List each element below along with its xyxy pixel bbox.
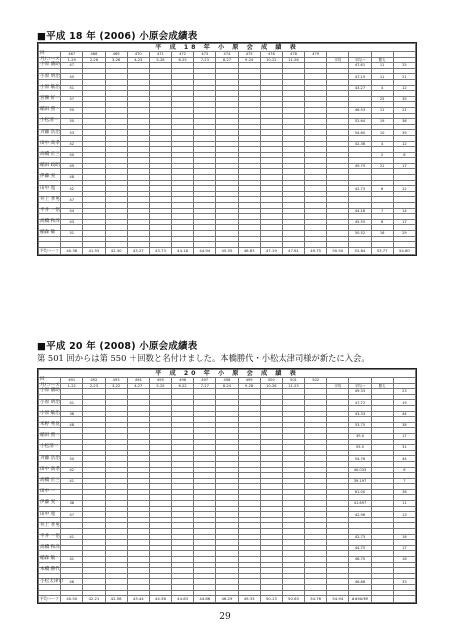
player-name: 小松清一 <box>39 445 61 451</box>
score-cell: 19 <box>393 400 415 406</box>
score-cell: 13 <box>393 512 415 518</box>
score-cell: 38 <box>393 422 415 428</box>
score-cell: 42.73 <box>349 186 371 192</box>
player-name: 小原 敏治 <box>40 410 60 416</box>
score-cell: 8 <box>371 219 393 225</box>
score-cell: 16 <box>393 534 415 540</box>
average-value: 54.76 <box>305 596 327 603</box>
score-cell: 16 <box>371 231 393 237</box>
header-cell: 8-27 <box>216 57 238 63</box>
table-grid <box>38 43 416 255</box>
header-cell: 10-26 <box>260 383 282 389</box>
player-name: 稲田 政昭 <box>40 163 60 169</box>
player-name: 小原 明治 <box>40 399 60 405</box>
header-cell: 469 <box>105 52 127 58</box>
average-value: 44.86 <box>194 596 216 603</box>
average-value: 50.50 <box>327 247 349 254</box>
average-value: 50.13 <box>260 596 282 603</box>
average-value: 52.64 <box>349 247 371 254</box>
score-cell: 43 <box>61 219 83 225</box>
table-title: 平 成 18 年 小 原 会 成 績 表 <box>39 44 416 52</box>
header-cell: 1-22 <box>61 383 83 389</box>
average-value <box>371 596 393 603</box>
header-cell: 9-24 <box>238 57 260 63</box>
score-cell: 49 <box>61 163 83 169</box>
score-cell: 44 <box>393 411 415 417</box>
score-cell: 19 <box>371 119 393 125</box>
player-name: 井上 孝男 <box>40 196 60 202</box>
score-cell: 36 <box>393 119 415 125</box>
average-value: 40.36 <box>61 247 83 254</box>
header-cell: 平均ハ <box>349 383 371 389</box>
average-value: 50.63 <box>282 596 304 603</box>
header-cell: 勝ち <box>371 57 393 63</box>
section-note-2008: 第 501 回からは第 550 ＋回数と名付けました。本橋勝代・小松太津司様が新たに入会。 <box>37 353 370 363</box>
player-name: 田中 寛 <box>39 186 61 192</box>
average-value: 46.63 <box>238 247 260 254</box>
score-cell: 14 <box>393 208 415 214</box>
header-cell: 500 <box>260 378 282 384</box>
score-cell: 47.72 <box>349 400 371 406</box>
score-cell: 11 <box>371 63 393 69</box>
header-cell: 476 <box>260 52 282 58</box>
header-cell: 月/コース <box>40 382 60 388</box>
average-value: 45.55 <box>216 247 238 254</box>
average-row <box>39 247 416 254</box>
average-value: 54.60 <box>393 247 415 254</box>
header-cell: 8-24 <box>216 383 238 389</box>
player-name: 稲田 照一 <box>40 107 60 113</box>
score-cell: 41.697 <box>349 501 371 507</box>
header-cell: 470 <box>127 52 149 58</box>
score-cell: 18 <box>393 557 415 563</box>
average-value: 44.94 <box>194 247 216 254</box>
header-cell: 492 <box>83 378 105 384</box>
header-cell: 1-29 <box>61 57 83 63</box>
score-cell: 29 <box>393 231 415 237</box>
header-cell: 回 <box>39 52 61 58</box>
score-cell: 42 <box>61 467 83 473</box>
score-cell: 43.27 <box>349 85 371 91</box>
score-cell: 21 <box>393 107 415 113</box>
header-cell: 2-26 <box>83 57 105 63</box>
score-cell: 17 <box>393 545 415 551</box>
header-cell: 467 <box>61 52 83 58</box>
header-cell: 475 <box>238 52 260 58</box>
average-value: 44.63 <box>172 596 194 603</box>
score-cell: 50.52 <box>349 231 371 237</box>
score-cell: 44 <box>393 456 415 462</box>
average-value: 41.55 <box>83 247 105 254</box>
score-cell: 4 <box>371 85 393 91</box>
score-cell: 45 <box>61 74 83 80</box>
average-value: 43.44 <box>127 596 149 603</box>
player-name: 小松太津司 <box>40 578 63 584</box>
score-cell: 49.33 <box>349 389 371 395</box>
player-name: 斉藤 浩治 <box>40 455 60 461</box>
header-cell: 6-25 <box>172 57 194 63</box>
score-cell: 44.75 <box>349 545 371 551</box>
average-value: 44.18 <box>172 247 194 254</box>
player-name: 伊藤 実 <box>39 175 61 181</box>
player-name: 田中 高孝 <box>40 466 60 472</box>
header-cell: 491 <box>61 378 83 384</box>
player-name: 小松清一 <box>39 119 61 125</box>
table-title: 平 成 20 年 小 原 会 成 績 表 <box>39 370 416 378</box>
score-cell: 39.197 <box>349 478 371 484</box>
header-row <box>39 383 416 389</box>
score-cell: 54.60 <box>349 130 371 136</box>
average-value <box>393 596 415 603</box>
header-cell: 478 <box>282 52 304 58</box>
results-table-2008 <box>37 368 417 604</box>
score-cell: 50 <box>61 119 83 125</box>
score-cell: 2 <box>371 152 393 158</box>
player-name: 高橋 正三 <box>40 151 60 157</box>
player-name: 平井 一悟 <box>40 207 60 213</box>
score-cell: 21 <box>371 163 393 169</box>
score-cell: 55.5 <box>349 445 371 451</box>
player-name: 小原 敏治 <box>40 84 60 90</box>
player-name: 田中 寛 <box>39 512 61 518</box>
score-cell: 44.18 <box>349 208 371 214</box>
player-name: 高橋 正三 <box>40 477 60 483</box>
score-cell: 17 <box>393 219 415 225</box>
score-cell: 41 <box>61 534 83 540</box>
score-cell: 11 <box>371 107 393 113</box>
score-cell: 42.96 <box>349 512 371 518</box>
score-cell: 42.36 <box>349 141 371 147</box>
header-cell: 7-23 <box>194 57 216 63</box>
score-cell: 6 <box>371 186 393 192</box>
score-cell: 36 <box>393 489 415 495</box>
score-cell: 25 <box>371 96 393 102</box>
player-name: 平井 一悟 <box>40 533 60 539</box>
score-cell: 23 <box>393 389 415 395</box>
player-name: 小原 儀助 <box>40 388 60 394</box>
header-cell: 501 <box>282 378 304 384</box>
score-cell: 61.00 <box>349 489 371 495</box>
score-cell: 47 <box>61 197 83 203</box>
score-cell: 50 <box>61 456 83 462</box>
header-cell: 497 <box>194 378 216 384</box>
header-cell: 494 <box>127 378 149 384</box>
average-value: 42.56 <box>105 596 127 603</box>
section-heading-2006: ■平成 18 年 (2006) 小原会成績表 <box>37 31 198 42</box>
header-cell: 4-23 <box>127 57 149 63</box>
score-cell: 48 <box>61 175 83 181</box>
header-cell: 473 <box>194 52 216 58</box>
score-cell: 42.73 <box>349 534 371 540</box>
score-cell: 31 <box>393 445 415 451</box>
score-cell: 43.33 <box>349 411 371 417</box>
header-cell: 472 <box>172 52 194 58</box>
score-cell: 47.61 <box>349 63 371 69</box>
header-cell: 勝ち <box>371 383 393 389</box>
score-cell: 51 <box>61 231 83 237</box>
player-name: 小原 儀助 <box>40 62 60 68</box>
player-name: 米野 秀見 <box>40 422 60 428</box>
average-value: 40.50 <box>61 596 83 603</box>
player-name: 稲森 敏 <box>39 557 61 563</box>
score-cell: 7 <box>393 478 415 484</box>
player-name: 稲森 敏 <box>39 231 61 237</box>
score-cell: 33 <box>393 579 415 585</box>
header-cell: 495 <box>149 378 171 384</box>
header-cell: 496 <box>172 378 194 384</box>
score-cell: 21 <box>393 74 415 80</box>
header-cell: 3-22 <box>105 383 127 389</box>
score-cell: 40 <box>61 152 83 158</box>
header-cell: 468 <box>83 52 105 58</box>
score-cell: 17 <box>393 433 415 439</box>
score-cell: 57 <box>61 96 83 102</box>
header-cell: 平均 <box>327 57 349 63</box>
average-label: 平均ハーフ <box>40 596 59 602</box>
header-row <box>39 57 416 63</box>
header-cell: 499 <box>238 378 260 384</box>
section-heading-2008: ■平成 20 年 (2008) 小原会成績表 <box>37 341 198 352</box>
header-cell: 6-22 <box>172 383 194 389</box>
score-cell: 54.76 <box>349 456 371 462</box>
player-name: 伊藤 実 <box>39 501 61 507</box>
header-cell: 平均ハ <box>349 57 371 63</box>
header-cell: 5-28 <box>149 57 171 63</box>
score-cell: 41 <box>61 557 83 563</box>
score-cell: 47 <box>61 63 83 69</box>
player-name: 斉藤 浩治 <box>40 129 60 135</box>
score-cell: 46.70 <box>349 557 371 563</box>
score-cell: 42 <box>61 186 83 192</box>
header-cell: 474 <box>216 52 238 58</box>
average-value: 46.29 <box>216 596 238 603</box>
player-name: 井上 孝男 <box>40 522 60 528</box>
header-cell: 502 <box>305 378 327 384</box>
page-number: 29 <box>219 612 231 622</box>
score-cell: 53.75 <box>349 422 371 428</box>
score-cell: 47 <box>61 512 83 518</box>
score-cell: 47.19 <box>349 74 371 80</box>
score-cell: 10 <box>371 130 393 136</box>
player-name: 高橋 和洋 <box>40 545 60 551</box>
score-cell: 51 <box>61 85 83 91</box>
player-name: 本橋 勝代 <box>40 567 60 573</box>
score-cell: 44 <box>61 208 83 214</box>
score-cell: 38 <box>61 501 83 507</box>
header-cell: 回 <box>39 378 61 384</box>
score-cell: 48 <box>61 579 83 585</box>
header-cell: 月/コース <box>40 56 60 62</box>
score-cell: 12 <box>393 186 415 192</box>
score-cell: 52.64 <box>349 119 371 125</box>
header-cell: 11-26 <box>282 57 304 63</box>
header-cell: 5-25 <box>149 383 171 389</box>
average-row <box>39 596 416 603</box>
average-value: 49.75 <box>305 247 327 254</box>
average-value: 42.21 <box>83 596 105 603</box>
score-cell: 53 <box>61 130 83 136</box>
score-cell: 38 <box>61 411 83 417</box>
score-cell: 25 <box>393 63 415 69</box>
score-cell: 41 <box>61 478 83 484</box>
header-cell: 471 <box>149 52 171 58</box>
average-value: 43.27 <box>127 247 149 254</box>
header-cell: 9-28 <box>238 383 260 389</box>
header-cell: 4-27 <box>127 383 149 389</box>
score-cell: 6 <box>393 467 415 473</box>
header-cell: 479 <box>305 52 327 58</box>
score-cell: 41 <box>61 400 83 406</box>
average-label: 平均ハーフ <box>40 247 59 253</box>
average-value: 53.77 <box>371 247 393 254</box>
header-cell: 498 <box>216 378 238 384</box>
average-value: 47.19 <box>260 247 282 254</box>
player-name: 田中 一 <box>39 489 61 495</box>
average-value: ##NUM! <box>349 596 371 603</box>
player-name: 田中 高孝 <box>40 140 60 146</box>
average-value: 49.33 <box>238 596 260 603</box>
table-title-row <box>39 370 416 378</box>
score-cell: 17 <box>393 163 415 169</box>
score-cell: 46.53 <box>349 107 371 113</box>
table-grid <box>38 369 416 603</box>
score-cell: 39 <box>393 130 415 136</box>
score-cell: 39.0 <box>349 433 371 439</box>
header-cell: 平均 <box>327 383 349 389</box>
score-cell: 45.55 <box>349 219 371 225</box>
score-cell: 42 <box>61 141 83 147</box>
average-value: 47.61 <box>282 247 304 254</box>
header-cell: 10-22 <box>260 57 282 63</box>
score-cell: 11 <box>371 74 393 80</box>
results-table-2006 <box>37 42 417 256</box>
player-name: 高橋 和洋 <box>40 219 60 225</box>
score-cell: 40.033 <box>349 467 371 473</box>
header-cell: 493 <box>105 378 127 384</box>
average-value: 43.73 <box>149 247 171 254</box>
player-name: 稲田 照一 <box>40 433 60 439</box>
score-cell: 35 <box>393 96 415 102</box>
average-value: 42.30 <box>105 247 127 254</box>
score-cell: 50 <box>61 107 83 113</box>
average-value: 54.94 <box>327 596 349 603</box>
header-cell: 2-23 <box>83 383 105 389</box>
average-value: 44.36 <box>149 596 171 603</box>
table-title-row <box>39 44 416 52</box>
header-cell: 7-27 <box>194 383 216 389</box>
score-cell: 49.75 <box>349 163 371 169</box>
score-cell: 4 <box>371 141 393 147</box>
score-cell: 7 <box>371 208 393 214</box>
score-cell: 48 <box>61 422 83 428</box>
player-name: 小原 明治 <box>40 73 60 79</box>
player-name: 宮腰 好一 <box>40 96 60 102</box>
score-cell: 6 <box>393 152 415 158</box>
header-cell: 11-23 <box>282 383 304 389</box>
header-cell: 3-26 <box>105 57 127 63</box>
score-cell: 12 <box>393 141 415 147</box>
score-cell: 46.88 <box>349 579 371 585</box>
score-cell: 12 <box>393 85 415 91</box>
score-cell: 11 <box>393 501 415 507</box>
